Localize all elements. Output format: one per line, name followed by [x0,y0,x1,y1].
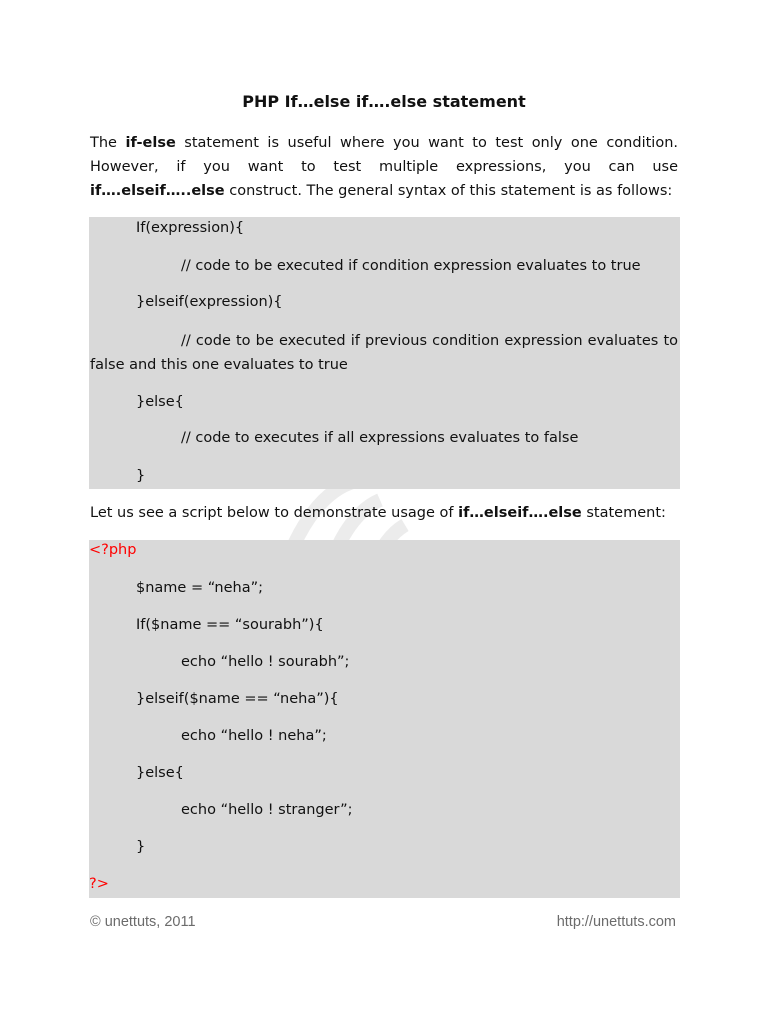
syntax-line-6: // code to executes if all expressions evaluates to false [181,430,579,446]
intro-keyword-if-else: if-else [125,135,176,151]
code-line-2: If($name == “sourabh”){ [136,617,324,633]
demo-text-1: Let us see a script below to demonstrate usage of [90,505,459,521]
code-line-8: } [136,839,146,855]
php-open-tag: <?php [89,542,137,558]
page-title: PHP If…else if….else statement [242,92,526,111]
syntax-line-5: }else{ [136,394,184,410]
intro-text-3: construct. The general syntax of this statement is as follows: [224,183,673,199]
syntax-line-4 [90,329,678,377]
code-line-7: echo “hello ! stranger”; [181,802,353,818]
syntax-line-3: }elseif(expression){ [136,294,283,310]
syntax-line-2: // code to be executed if condition expression evaluates to true [181,258,641,274]
footer-url-link[interactable]: http://unettuts.com [556,914,676,930]
syntax-line-4-text: // code to be executed if previous condition expression evaluates to false and this one evaluates to true [90,333,678,373]
demo-keyword: if…elseif….else [458,505,582,521]
intro-text-1: The [90,135,126,151]
intro-paragraph [90,131,678,203]
code-line-6: }else{ [136,765,184,781]
intro-text-2: statement is useful where you want to test only one condition. However, if you want to test multiple expressions, you can use [90,135,678,175]
intro-keyword-elseif: if….elseif…..else [90,183,225,199]
code-line-5: echo “hello ! neha”; [181,728,327,744]
code-line-1: $name = “neha”; [136,580,264,596]
syntax-line-1: If(expression){ [136,220,245,236]
demo-sentence [90,503,666,523]
code-line-4: }elseif($name == “neha”){ [136,691,339,707]
php-close-tag: ?> [89,876,109,892]
footer-copyright: © unettuts, 2011 [90,914,196,930]
demo-text-2: statement: [581,505,666,521]
code-line-3: echo “hello ! sourabh”; [181,654,350,670]
syntax-line-7: } [136,468,146,484]
